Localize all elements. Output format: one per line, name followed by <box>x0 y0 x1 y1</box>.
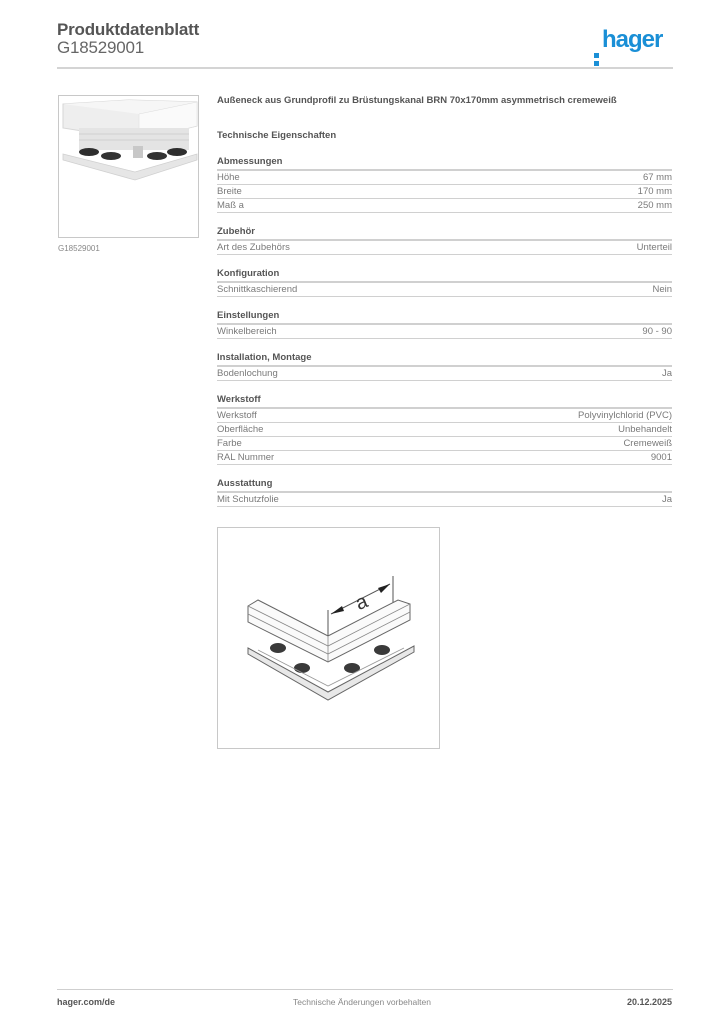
corner-drawing-icon <box>218 528 439 748</box>
group-title: Ausstattung <box>217 478 672 493</box>
property-label: Mit Schutzfolie <box>217 494 279 505</box>
group-title: Installation, Montage <box>217 352 672 367</box>
property-value: Ja <box>661 494 672 505</box>
property-value: 9001 <box>650 452 672 463</box>
footer-disclaimer: Technische Änderungen vorbehalten <box>293 997 431 1007</box>
property-row <box>217 185 672 199</box>
property-label: Schnittkaschierend <box>217 284 298 295</box>
group-title: Zubehör <box>217 226 672 241</box>
group-abmessungen <box>217 156 672 213</box>
property-value: Unbehandelt <box>618 424 672 435</box>
dimension-label: a <box>352 590 371 615</box>
group-einstellungen <box>217 310 672 339</box>
property-row <box>217 423 672 437</box>
property-row <box>217 367 672 381</box>
product-photo-icon <box>59 96 199 238</box>
property-value: Nein <box>652 284 672 295</box>
header-divider <box>57 67 673 69</box>
property-row <box>217 451 672 465</box>
group-installation <box>217 352 672 381</box>
footer-date: 20.12.2025 <box>626 997 672 1007</box>
property-label: Breite <box>217 186 242 197</box>
property-row <box>217 283 672 297</box>
footer-website-link[interactable]: hager.com/de <box>57 997 116 1007</box>
property-value: Ja <box>661 368 672 379</box>
header-product-code: G18529001 <box>57 38 145 57</box>
header-title: Produktdatenblatt <box>57 20 200 39</box>
hager-logo <box>594 28 662 52</box>
property-value: 90 - 90 <box>642 326 672 337</box>
product-title: Außeneck aus Grundprofil zu Brüstungskanal BRN 70x170mm asymmetrisch cremeweiß <box>217 95 617 106</box>
property-value: 250 mm <box>637 200 672 211</box>
property-label: Bodenlochung <box>217 368 278 379</box>
group-zubehoer <box>217 226 672 255</box>
property-value: 67 mm <box>642 172 672 183</box>
group-title: Konfiguration <box>217 268 672 283</box>
property-label: Maß a <box>217 200 244 211</box>
property-row <box>217 199 672 213</box>
property-row <box>217 437 672 451</box>
property-row <box>217 171 672 185</box>
technical-drawing <box>217 527 440 749</box>
product-details <box>217 95 672 538</box>
footer-divider <box>57 989 673 990</box>
property-label: Höhe <box>217 172 240 183</box>
product-photo <box>58 95 199 238</box>
group-werkstoff <box>217 394 672 465</box>
logo-text: hager <box>602 26 663 53</box>
property-row <box>217 241 672 255</box>
product-photo-caption: G18529001 <box>58 244 100 253</box>
property-value: 170 mm <box>637 186 672 197</box>
property-label: Farbe <box>217 438 242 449</box>
group-title: Werkstoff <box>217 394 672 409</box>
property-value: Polyvinylchlorid (PVC) <box>578 410 672 421</box>
property-label: Oberfläche <box>217 424 264 435</box>
property-label: Art des Zubehörs <box>217 242 290 253</box>
group-title: Einstellungen <box>217 310 672 325</box>
property-value: Unterteil <box>636 242 672 253</box>
technical-properties-heading: Technische Eigenschaften <box>217 130 337 141</box>
property-row <box>217 493 672 507</box>
property-value: Cremeweiß <box>623 438 672 449</box>
property-row <box>217 409 672 423</box>
group-title: Abmessungen <box>217 156 672 171</box>
group-ausstattung <box>217 478 672 507</box>
group-konfiguration <box>217 268 672 297</box>
property-row <box>217 325 672 339</box>
property-label: RAL Nummer <box>217 452 275 463</box>
property-label: Werkstoff <box>217 410 257 421</box>
property-label: Winkelbereich <box>217 326 277 337</box>
